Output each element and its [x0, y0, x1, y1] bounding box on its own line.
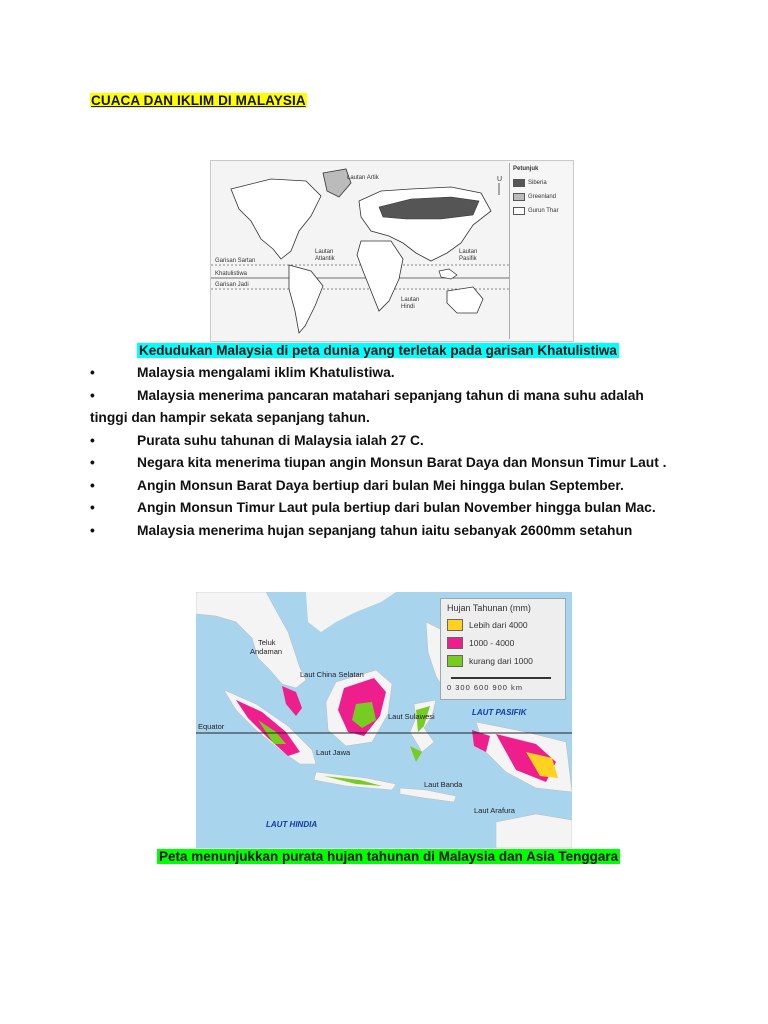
label-teluk-2: Andaman [250, 647, 283, 656]
label-atlantic-2: Atlantik [315, 256, 335, 262]
label-hindia: LAUT HINDIA [266, 820, 318, 829]
bullet-icon: • [90, 387, 95, 403]
rainfall-map-caption: Peta menunjukkan purata hujan tahunan di Malaysia dan Asia Tenggara [159, 849, 619, 864]
svg-text:U: U [497, 176, 503, 183]
list-item: • Malaysia menerima hujan sepanjang tahun iaitu sebanyak 2600mm setahun [90, 520, 690, 543]
list-item: • Malaysia mengalami iklim Khatulistiwa. [90, 362, 690, 385]
legend-item-siberia: Siberia [513, 179, 547, 187]
legend-title: Petunjuk [513, 166, 539, 172]
bullet-icon: • [90, 432, 95, 448]
label-indian-2: Hindi [401, 304, 415, 310]
legend-title: Hujan Tahunan (mm) [447, 603, 531, 613]
label-equator: Khatulistiwa [215, 271, 248, 277]
label-sartan: Garisan Sartan [215, 258, 256, 264]
bullet-icon: • [90, 365, 95, 380]
world-map-caption: Kedudukan Malaysia di peta dunia yang terletak pada garisan Khatulistiwa [139, 343, 617, 358]
bullet-icon: • [90, 477, 95, 493]
label-jadi: Garisan Jadi [215, 282, 249, 288]
legend-item-thar: Gurun Thar [513, 207, 559, 215]
list-item: • Purata suhu tahunan di Malaysia ialah 27 C. [90, 430, 690, 453]
rainfall-legend [440, 598, 566, 700]
bullet-icon: • [90, 455, 95, 470]
label-china-selatan: Laut China Selatan [300, 670, 364, 679]
page-title: CUACA DAN IKLIM DI MALAYSIA [91, 93, 306, 108]
list-item: • Angin Monsun Timur Laut pula bertiup dari bulan November hingga bulan Mac. [90, 497, 690, 520]
list-item: • Angin Monsun Barat Daya bertiup dari bulan Mei hingga bulan September. [90, 475, 690, 498]
legend-item-under-1000: kurang dari 1000 [447, 655, 533, 667]
legend-item-1000-4000: 1000 - 4000 [447, 637, 514, 649]
label-banda: Laut Banda [424, 780, 463, 789]
label-indian-1: Lautan [401, 297, 420, 303]
bullet-icon: • [90, 522, 95, 538]
world-map-legend [509, 163, 572, 339]
label-equator: Equator [198, 722, 225, 731]
label-arafura: Laut Arafura [474, 806, 515, 815]
label-atlantic-1: Lautan [315, 249, 334, 255]
label-pacific-2: Pasifik [459, 256, 477, 262]
legend-item-greenland: Greenland [513, 193, 556, 201]
label-pacific-1: Lautan [459, 249, 478, 255]
label-teluk-1: Teluk [258, 638, 276, 647]
list-item: • Malaysia menerima pancaran matahari sepanjang tahun di mana suhu adalah [90, 385, 690, 408]
label-arctic: Lautan Artik [347, 175, 379, 181]
legend-item-over-4000: Lebih dari 4000 [447, 619, 528, 631]
bullet-icon: • [90, 500, 95, 515]
label-jawa: Laut Jawa [316, 748, 351, 757]
rainfall-map-figure [196, 592, 572, 848]
list-item: • Negara kita menerima tiupan angin Monsun Barat Daya dan Monsun Timur Laut . [90, 452, 690, 475]
bullet-list [90, 362, 690, 542]
label-sulawesi: Laut Sulawesi [388, 712, 435, 721]
label-pasifik: LAUT PASIFIK [472, 708, 527, 717]
list-item-continuation: tinggi dan hampir sekata sepanjang tahun. [90, 410, 370, 425]
scale-ticks: 0 300 600 900 km [447, 683, 524, 692]
world-map-figure [210, 160, 574, 342]
